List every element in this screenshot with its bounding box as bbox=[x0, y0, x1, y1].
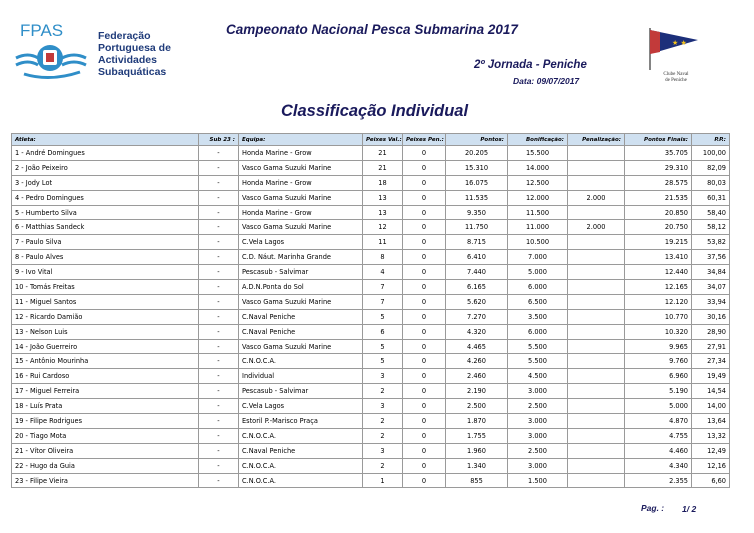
cell-bonus: 2.500 bbox=[508, 399, 568, 414]
cell-athlete: 10 - Tomás Freitas bbox=[12, 280, 199, 295]
cell-points: 6.410 bbox=[446, 250, 508, 265]
cell-athlete: 22 - Hugo da Guia bbox=[12, 458, 199, 473]
cell-points: 4.260 bbox=[446, 354, 508, 369]
cell-penalized-fish: 0 bbox=[403, 384, 446, 399]
cell-penalized-fish: 0 bbox=[403, 146, 446, 161]
cell-team: C.N.O.C.A. bbox=[239, 458, 363, 473]
federation-line-3: Actividades bbox=[98, 54, 157, 66]
col-header-sub23: Sub 23 : bbox=[199, 134, 239, 146]
cell-bonus: 11.000 bbox=[508, 220, 568, 235]
cell-final-points: 19.215 bbox=[625, 235, 692, 250]
cell-pp: 12,16 bbox=[692, 458, 730, 473]
cell-penalty bbox=[568, 235, 625, 250]
cell-team: Honda Marine - Grow bbox=[239, 175, 363, 190]
cell-sub23: - bbox=[199, 324, 239, 339]
cell-athlete: 8 - Paulo Alves bbox=[12, 250, 199, 265]
cell-athlete: 21 - Vítor Oliveira bbox=[12, 443, 199, 458]
cell-final-points: 20.750 bbox=[625, 220, 692, 235]
cell-bonus: 12.500 bbox=[508, 175, 568, 190]
cell-valid-fish: 3 bbox=[363, 399, 403, 414]
table-row bbox=[12, 428, 730, 443]
cell-penalty bbox=[568, 160, 625, 175]
cell-valid-fish: 5 bbox=[363, 309, 403, 324]
cell-penalized-fish: 0 bbox=[403, 458, 446, 473]
cell-athlete: 11 - Miguel Santos bbox=[12, 294, 199, 309]
table-header-row bbox=[12, 134, 730, 146]
cell-team: Pescasub - Salvimar bbox=[239, 384, 363, 399]
cell-bonus: 7.000 bbox=[508, 250, 568, 265]
cell-bonus: 6.000 bbox=[508, 280, 568, 295]
cell-penalty bbox=[568, 294, 625, 309]
cell-athlete: 18 - Luís Prata bbox=[12, 399, 199, 414]
col-header-athlete: Atleta: bbox=[12, 134, 199, 146]
cell-points: 16.075 bbox=[446, 175, 508, 190]
cell-sub23: - bbox=[199, 205, 239, 220]
cell-points: 2.500 bbox=[446, 399, 508, 414]
cell-bonus: 1.500 bbox=[508, 473, 568, 488]
table-row bbox=[12, 205, 730, 220]
cell-athlete: 5 - Humberto Silva bbox=[12, 205, 199, 220]
col-header-points: Pontos: bbox=[446, 134, 508, 146]
jornada-label: 2º Jornada - Peniche bbox=[474, 59, 587, 71]
cell-bonus: 3.000 bbox=[508, 384, 568, 399]
cell-sub23: - bbox=[199, 220, 239, 235]
cell-penalized-fish: 0 bbox=[403, 414, 446, 429]
table-row bbox=[12, 339, 730, 354]
table-row bbox=[12, 190, 730, 205]
cell-athlete: 2 - João Peixeiro bbox=[12, 160, 199, 175]
cell-pp: 37,56 bbox=[692, 250, 730, 265]
cell-final-points: 4.870 bbox=[625, 414, 692, 429]
cell-penalized-fish: 0 bbox=[403, 473, 446, 488]
cell-sub23: - bbox=[199, 428, 239, 443]
table-row bbox=[12, 294, 730, 309]
cell-penalty: 2.000 bbox=[568, 190, 625, 205]
cell-valid-fish: 12 bbox=[363, 220, 403, 235]
cell-penalized-fish: 0 bbox=[403, 369, 446, 384]
cell-team: Estoril P.-Marisco Praça bbox=[239, 414, 363, 429]
table-row bbox=[12, 265, 730, 280]
cell-team: Vasco Gama Suzuki Marine bbox=[239, 160, 363, 175]
cell-team: Pescasub - Salvimar bbox=[239, 265, 363, 280]
cell-sub23: - bbox=[199, 354, 239, 369]
cell-pp: 13,64 bbox=[692, 414, 730, 429]
cell-sub23: - bbox=[199, 339, 239, 354]
cell-penalized-fish: 0 bbox=[403, 250, 446, 265]
cell-sub23: - bbox=[199, 369, 239, 384]
fpas-acronym: FPAS bbox=[20, 21, 64, 40]
cell-points: 855 bbox=[446, 473, 508, 488]
cell-points: 1.960 bbox=[446, 443, 508, 458]
cell-athlete: 7 - Paulo Silva bbox=[12, 235, 199, 250]
table-row bbox=[12, 354, 730, 369]
table-row bbox=[12, 369, 730, 384]
cell-valid-fish: 4 bbox=[363, 265, 403, 280]
cell-pp: 53,82 bbox=[692, 235, 730, 250]
cell-bonus: 5.500 bbox=[508, 354, 568, 369]
cell-points: 1.340 bbox=[446, 458, 508, 473]
cell-bonus: 5.500 bbox=[508, 339, 568, 354]
cell-penalty bbox=[568, 369, 625, 384]
cell-points: 8.715 bbox=[446, 235, 508, 250]
cell-team: C.Vela Lagos bbox=[239, 399, 363, 414]
cell-final-points: 28.575 bbox=[625, 175, 692, 190]
cell-bonus: 6.500 bbox=[508, 294, 568, 309]
table-row bbox=[12, 324, 730, 339]
cell-sub23: - bbox=[199, 473, 239, 488]
col-header-bonus: Bonificação: bbox=[508, 134, 568, 146]
cell-team: Vasco Gama Suzuki Marine bbox=[239, 220, 363, 235]
col-header-penalty: Penalização: bbox=[568, 134, 625, 146]
cell-penalty bbox=[568, 265, 625, 280]
table-row bbox=[12, 399, 730, 414]
cell-final-points: 9.760 bbox=[625, 354, 692, 369]
cell-penalized-fish: 0 bbox=[403, 443, 446, 458]
cell-penalty bbox=[568, 384, 625, 399]
cell-athlete: 16 - Rui Cardoso bbox=[12, 369, 199, 384]
cell-pp: 100,00 bbox=[692, 146, 730, 161]
cell-sub23: - bbox=[199, 175, 239, 190]
cell-final-points: 29.310 bbox=[625, 160, 692, 175]
cell-penalized-fish: 0 bbox=[403, 324, 446, 339]
cell-pp: 14,00 bbox=[692, 399, 730, 414]
cell-points: 20.205 bbox=[446, 146, 508, 161]
cell-penalized-fish: 0 bbox=[403, 235, 446, 250]
cell-team: Honda Marine - Grow bbox=[239, 205, 363, 220]
cell-sub23: - bbox=[199, 190, 239, 205]
cell-points: 9.350 bbox=[446, 205, 508, 220]
cell-points: 7.270 bbox=[446, 309, 508, 324]
cell-pp: 27,34 bbox=[692, 354, 730, 369]
cell-pp: 30,16 bbox=[692, 309, 730, 324]
cell-athlete: 3 - Jody Lot bbox=[12, 175, 199, 190]
cell-valid-fish: 3 bbox=[363, 369, 403, 384]
cell-team: C.Naval Peniche bbox=[239, 443, 363, 458]
club-name-line-1: Clube Naval bbox=[663, 72, 689, 77]
cell-athlete: 17 - Miguel Ferreira bbox=[12, 384, 199, 399]
cell-final-points: 9.965 bbox=[625, 339, 692, 354]
svg-text:★ ★: ★ ★ bbox=[672, 39, 687, 47]
cell-penalized-fish: 0 bbox=[403, 354, 446, 369]
cell-points: 2.190 bbox=[446, 384, 508, 399]
cell-team: C.N.O.C.A. bbox=[239, 428, 363, 443]
cell-penalized-fish: 0 bbox=[403, 220, 446, 235]
cell-points: 1.755 bbox=[446, 428, 508, 443]
cell-team: C.Naval Peniche bbox=[239, 324, 363, 339]
table-row bbox=[12, 235, 730, 250]
cell-points: 11.750 bbox=[446, 220, 508, 235]
cell-pp: 19,49 bbox=[692, 369, 730, 384]
cell-penalized-fish: 0 bbox=[403, 280, 446, 295]
cell-athlete: 13 - Nelson Luis bbox=[12, 324, 199, 339]
cell-points: 4.465 bbox=[446, 339, 508, 354]
club-name bbox=[656, 72, 696, 84]
cell-sub23: - bbox=[199, 235, 239, 250]
cell-points: 4.320 bbox=[446, 324, 508, 339]
cell-bonus: 2.500 bbox=[508, 443, 568, 458]
cell-athlete: 4 - Pedro Domingues bbox=[12, 190, 199, 205]
cell-penalized-fish: 0 bbox=[403, 399, 446, 414]
cell-sub23: - bbox=[199, 458, 239, 473]
cell-bonus: 3.000 bbox=[508, 414, 568, 429]
cell-penalty bbox=[568, 309, 625, 324]
cell-valid-fish: 13 bbox=[363, 205, 403, 220]
cell-pp: 6,60 bbox=[692, 473, 730, 488]
cell-athlete: 15 - Antônio Mourinha bbox=[12, 354, 199, 369]
cell-final-points: 4.460 bbox=[625, 443, 692, 458]
cell-pp: 28,90 bbox=[692, 324, 730, 339]
federation-line-4: Subaquáticas bbox=[98, 66, 167, 78]
cell-sub23: - bbox=[199, 280, 239, 295]
cell-valid-fish: 21 bbox=[363, 146, 403, 161]
cell-points: 6.165 bbox=[446, 280, 508, 295]
cell-bonus: 4.500 bbox=[508, 369, 568, 384]
col-header-team: Equipa: bbox=[239, 134, 363, 146]
cell-pp: 27,91 bbox=[692, 339, 730, 354]
cell-pp: 58,40 bbox=[692, 205, 730, 220]
cell-sub23: - bbox=[199, 443, 239, 458]
cell-penalty bbox=[568, 399, 625, 414]
cell-valid-fish: 7 bbox=[363, 280, 403, 295]
cell-penalized-fish: 0 bbox=[403, 190, 446, 205]
cell-penalty bbox=[568, 250, 625, 265]
cell-valid-fish: 2 bbox=[363, 428, 403, 443]
table-row bbox=[12, 443, 730, 458]
table-row bbox=[12, 160, 730, 175]
cell-sub23: - bbox=[199, 309, 239, 324]
col-header-pp: P.P.: bbox=[692, 134, 730, 146]
cell-bonus: 15.500 bbox=[508, 146, 568, 161]
table-row bbox=[12, 384, 730, 399]
cell-athlete: 19 - Filipe Rodrigues bbox=[12, 414, 199, 429]
cell-bonus: 6.000 bbox=[508, 324, 568, 339]
cell-valid-fish: 5 bbox=[363, 339, 403, 354]
table-body bbox=[12, 146, 730, 488]
cell-final-points: 12.165 bbox=[625, 280, 692, 295]
cell-sub23: - bbox=[199, 294, 239, 309]
cell-athlete: 9 - Ivo Vital bbox=[12, 265, 199, 280]
cell-valid-fish: 2 bbox=[363, 414, 403, 429]
cell-athlete: 23 - Filipe Vieira bbox=[12, 473, 199, 488]
cell-pp: 58,12 bbox=[692, 220, 730, 235]
cell-sub23: - bbox=[199, 160, 239, 175]
table-row bbox=[12, 280, 730, 295]
cell-final-points: 5.190 bbox=[625, 384, 692, 399]
cell-bonus: 5.000 bbox=[508, 265, 568, 280]
cell-penalty bbox=[568, 175, 625, 190]
cell-sub23: - bbox=[199, 384, 239, 399]
cell-points: 11.535 bbox=[446, 190, 508, 205]
cell-athlete: 20 - Tiago Mota bbox=[12, 428, 199, 443]
table-row bbox=[12, 250, 730, 265]
cell-penalty bbox=[568, 354, 625, 369]
cell-points: 7.440 bbox=[446, 265, 508, 280]
cell-penalty bbox=[568, 473, 625, 488]
cell-final-points: 21.535 bbox=[625, 190, 692, 205]
club-name-line-2: de Peniche bbox=[665, 78, 687, 83]
cell-bonus: 10.500 bbox=[508, 235, 568, 250]
cell-points: 1.870 bbox=[446, 414, 508, 429]
col-header-valid-fish: Peixes Val.: bbox=[363, 134, 403, 146]
federation-name bbox=[98, 30, 171, 78]
cell-sub23: - bbox=[199, 250, 239, 265]
cell-points: 15.310 bbox=[446, 160, 508, 175]
table-row bbox=[12, 458, 730, 473]
cell-pp: 34,07 bbox=[692, 280, 730, 295]
championship-title: Campeonato Nacional Pesca Submarina 2017 bbox=[226, 22, 518, 37]
cell-penalized-fish: 0 bbox=[403, 339, 446, 354]
cell-valid-fish: 18 bbox=[363, 175, 403, 190]
cell-final-points: 4.340 bbox=[625, 458, 692, 473]
cell-penalty bbox=[568, 280, 625, 295]
cell-valid-fish: 11 bbox=[363, 235, 403, 250]
cell-points: 2.460 bbox=[446, 369, 508, 384]
cell-final-points: 10.770 bbox=[625, 309, 692, 324]
cell-pp: 33,94 bbox=[692, 294, 730, 309]
cell-penalized-fish: 0 bbox=[403, 160, 446, 175]
cell-valid-fish: 21 bbox=[363, 160, 403, 175]
cell-penalty bbox=[568, 339, 625, 354]
cell-final-points: 6.960 bbox=[625, 369, 692, 384]
cell-penalty bbox=[568, 443, 625, 458]
cell-team: C.N.O.C.A. bbox=[239, 473, 363, 488]
cell-penalty bbox=[568, 458, 625, 473]
cell-team: C.Vela Lagos bbox=[239, 235, 363, 250]
cell-bonus: 11.500 bbox=[508, 205, 568, 220]
cell-valid-fish: 1 bbox=[363, 473, 403, 488]
cell-valid-fish: 5 bbox=[363, 354, 403, 369]
cell-valid-fish: 3 bbox=[363, 443, 403, 458]
cell-team: Honda Marine - Grow bbox=[239, 146, 363, 161]
cell-final-points: 12.440 bbox=[625, 265, 692, 280]
cell-penalty: 2.000 bbox=[568, 220, 625, 235]
cell-penalty bbox=[568, 414, 625, 429]
cell-final-points: 13.410 bbox=[625, 250, 692, 265]
table-row bbox=[12, 414, 730, 429]
table-row bbox=[12, 309, 730, 324]
fpas-logo bbox=[14, 18, 94, 82]
cell-final-points: 2.355 bbox=[625, 473, 692, 488]
cell-penalty bbox=[568, 324, 625, 339]
cell-athlete: 14 - João Guerreiro bbox=[12, 339, 199, 354]
cell-team: C.Naval Peniche bbox=[239, 309, 363, 324]
cell-pp: 80,03 bbox=[692, 175, 730, 190]
page-number: 1/ 2 bbox=[682, 504, 697, 514]
cell-bonus: 3.500 bbox=[508, 309, 568, 324]
cell-sub23: - bbox=[199, 146, 239, 161]
cell-pp: 13,32 bbox=[692, 428, 730, 443]
cell-penalized-fish: 0 bbox=[403, 175, 446, 190]
cell-valid-fish: 2 bbox=[363, 458, 403, 473]
cell-final-points: 10.320 bbox=[625, 324, 692, 339]
cell-valid-fish: 7 bbox=[363, 294, 403, 309]
cell-pp: 34,84 bbox=[692, 265, 730, 280]
cell-penalized-fish: 0 bbox=[403, 265, 446, 280]
cell-pp: 60,31 bbox=[692, 190, 730, 205]
cell-valid-fish: 6 bbox=[363, 324, 403, 339]
cell-sub23: - bbox=[199, 265, 239, 280]
cell-final-points: 20.850 bbox=[625, 205, 692, 220]
cell-penalized-fish: 0 bbox=[403, 294, 446, 309]
event-date: Data: 09/07/2017 bbox=[513, 76, 580, 86]
cell-team: Vasco Gama Suzuki Marine bbox=[239, 339, 363, 354]
cell-valid-fish: 8 bbox=[363, 250, 403, 265]
federation-line-1: Federação bbox=[98, 30, 151, 42]
cell-valid-fish: 13 bbox=[363, 190, 403, 205]
cell-team: A.D.N.Ponta do Sol bbox=[239, 280, 363, 295]
cell-points: 5.620 bbox=[446, 294, 508, 309]
table-row bbox=[12, 220, 730, 235]
cell-sub23: - bbox=[199, 399, 239, 414]
cell-penalty bbox=[568, 146, 625, 161]
cell-bonus: 12.000 bbox=[508, 190, 568, 205]
cell-sub23: - bbox=[199, 414, 239, 429]
page-label: Pag. : bbox=[641, 503, 665, 513]
cell-athlete: 6 - Matthias Sandeck bbox=[12, 220, 199, 235]
col-header-penalized-fish: Peixes Pen.: bbox=[403, 134, 446, 146]
cell-penalty bbox=[568, 428, 625, 443]
cell-final-points: 35.705 bbox=[625, 146, 692, 161]
classification-table bbox=[11, 133, 730, 488]
table-row bbox=[12, 175, 730, 190]
cell-penalty bbox=[568, 205, 625, 220]
federation-line-2: Portuguesa de bbox=[98, 42, 171, 54]
cell-penalized-fish: 0 bbox=[403, 428, 446, 443]
cell-athlete: 12 - Ricardo Damião bbox=[12, 309, 199, 324]
cell-penalized-fish: 0 bbox=[403, 205, 446, 220]
col-header-final-points: Pontos Finais: bbox=[625, 134, 692, 146]
section-title: Classificação Individual bbox=[281, 102, 469, 120]
cell-final-points: 5.000 bbox=[625, 399, 692, 414]
cell-bonus: 3.000 bbox=[508, 428, 568, 443]
cell-team: C.N.O.C.A. bbox=[239, 354, 363, 369]
cell-bonus: 3.000 bbox=[508, 458, 568, 473]
table-row bbox=[12, 473, 730, 488]
cell-team: Vasco Gama Suzuki Marine bbox=[239, 190, 363, 205]
cell-penalized-fish: 0 bbox=[403, 309, 446, 324]
table-row bbox=[12, 146, 730, 161]
cell-team: Vasco Gama Suzuki Marine bbox=[239, 294, 363, 309]
cell-bonus: 14.000 bbox=[508, 160, 568, 175]
cell-athlete: 1 - André Domingues bbox=[12, 146, 199, 161]
cell-pp: 12,49 bbox=[692, 443, 730, 458]
cell-final-points: 4.755 bbox=[625, 428, 692, 443]
cell-team: Individual bbox=[239, 369, 363, 384]
cell-valid-fish: 2 bbox=[363, 384, 403, 399]
cell-team: C.D. Náut. Marinha Grande bbox=[239, 250, 363, 265]
cell-final-points: 12.120 bbox=[625, 294, 692, 309]
cell-pp: 82,09 bbox=[692, 160, 730, 175]
cell-pp: 14,54 bbox=[692, 384, 730, 399]
